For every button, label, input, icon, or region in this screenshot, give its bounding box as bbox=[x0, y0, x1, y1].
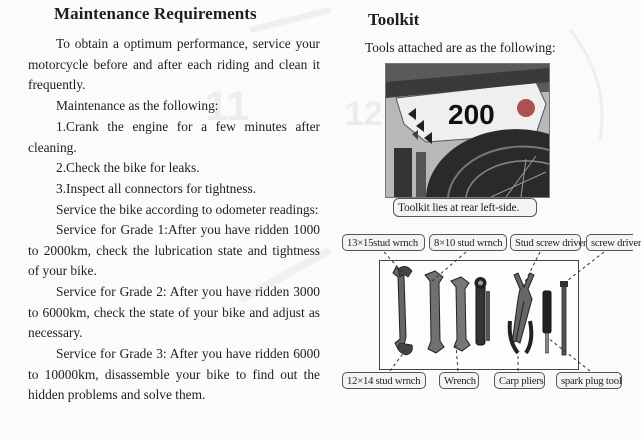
stud-wrench-8x10-icon bbox=[425, 271, 444, 353]
label-8x10-stud-wrench: 8×10 stud wrnch bbox=[429, 234, 507, 251]
screw-driver-icon bbox=[543, 291, 551, 353]
service-grade-2: Service for Grade 2: After you have ridden 3000 to 6000km, check the state of your bike and adjust as necessary. bbox=[28, 284, 320, 341]
label-carp-pliers: Carp pliers bbox=[494, 372, 545, 389]
label-12x14-stud-wrench: 12×14 stud wrnch bbox=[342, 372, 426, 389]
label-13x15-stud-wrench: 13×15stud wrnch bbox=[342, 234, 425, 251]
stud-wrench-13x15-icon bbox=[393, 266, 412, 355]
spark-plug-tool-icon bbox=[560, 281, 568, 355]
label-spark-plug-tool: spark plug tool bbox=[556, 372, 622, 389]
toolkit-heading: Toolkit bbox=[368, 10, 420, 29]
toolkit-intro: Tools attached are as the following: bbox=[365, 40, 556, 55]
photo-number-text: 200 bbox=[448, 99, 495, 130]
wrench-icon bbox=[475, 277, 491, 345]
tools-drawing bbox=[380, 261, 578, 369]
intro-paragraph: To obtain a optimum performance, service your motorcycle before and after each riding and clean it frequently. bbox=[28, 36, 320, 93]
service-grade-3: Service for Grade 3: After you have ridden 6000 to 10000km, disassemble your bike to find out the hidden problems and solve them. bbox=[28, 346, 320, 403]
maintenance-item-1: 1.Crank the engine for a few minutes after cleaning. bbox=[28, 119, 320, 155]
toolkit-location-caption: Toolkit lies at rear left-side. bbox=[393, 198, 537, 217]
stud-wrench-12x14-icon bbox=[451, 277, 470, 351]
odometer-intro: Service the bike according to odometer readings: bbox=[56, 202, 319, 217]
bike-rear-photo bbox=[385, 63, 550, 198]
label-screw-driver: screw driver bbox=[586, 234, 633, 251]
maintenance-list-title: Maintenance as the following: bbox=[56, 98, 219, 113]
ghost-mark: 12 bbox=[345, 95, 383, 133]
service-grade-1: Service for Grade 1:After you have ridden 1000 to 2000km, check the lubrication state and tightness of your bike. bbox=[28, 222, 320, 279]
label-stud-screw-driver: Stud screw driver bbox=[510, 234, 581, 251]
tools-illustration bbox=[379, 260, 579, 370]
maintenance-item-2: 2.Check the bike for leaks. bbox=[56, 160, 200, 175]
bike-rear-illustration bbox=[386, 64, 549, 197]
label-wrench: Wrench bbox=[439, 372, 479, 389]
carp-pliers-icon bbox=[510, 273, 534, 353]
ghost-mark: 11 bbox=[205, 82, 250, 129]
maintenance-item-3: 3.Inspect all connectors for tightness. bbox=[56, 181, 257, 196]
maintenance-heading: Maintenance Requirements bbox=[54, 4, 257, 23]
